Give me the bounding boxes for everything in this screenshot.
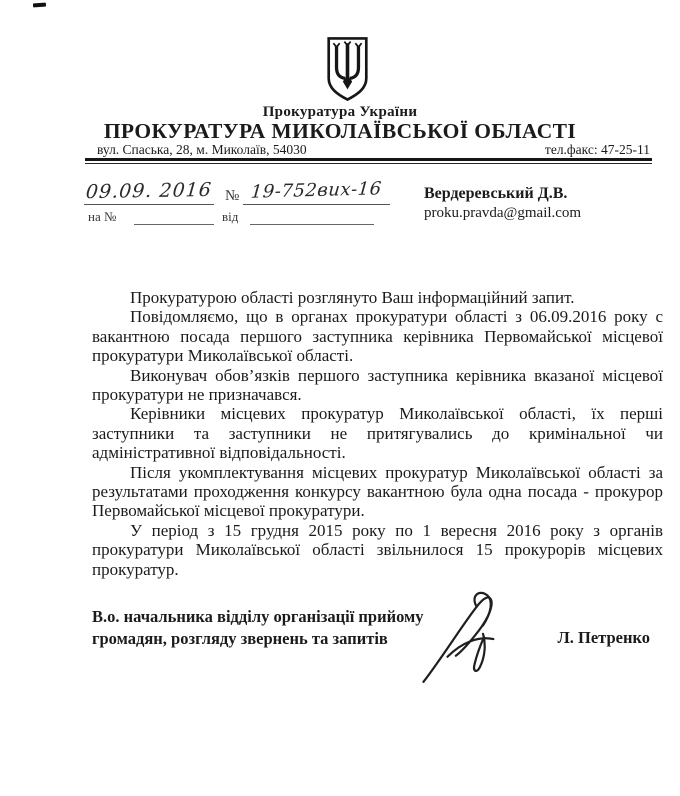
handwritten-date: 09.09. 2016 <box>85 178 213 204</box>
from-date-label: від <box>222 209 239 224</box>
paragraph: Виконувач обов’язків першого заступника керівника вказаної місцевої прокуратури не призначався. <box>92 365 663 405</box>
signer-position-line: громадян, розгляду звернень та запитів <box>92 628 388 648</box>
from-date-blank-line <box>250 207 374 225</box>
paragraph: Прокуратурою області розглянуто Ваш інформаційний запит. <box>130 288 575 307</box>
signer-position <box>92 606 452 649</box>
letter-body <box>92 288 663 579</box>
signer-name: Л. Петренко <box>557 628 650 647</box>
scan-artifact-mark <box>33 3 46 8</box>
outgoing-date-field <box>84 180 214 205</box>
reply-to-label: на № <box>88 209 117 224</box>
paragraph: Повідомляємо, що в органах прокуратури області з 06.09.2016 року с вакантною посада першого заступника керівника Первомайської місцевої прокуратури Миколаївської області. <box>92 307 663 366</box>
org-title: ПРОКУРАТУРА МИКОЛАЇВСЬКОЇ ОБЛАСТІ <box>103 119 577 143</box>
paragraph: Після укомплектування місцевих прокуратур Миколаївської області за результатами проходження конкурсу вакантною була одна посада - прокурор Первомайської місцевої прокуратури. <box>92 462 663 521</box>
handwritten-number: 19-752вих-16 <box>250 178 383 203</box>
number-sign-label: № <box>225 188 240 204</box>
org-phone: тел.факс: 47-25-11 <box>544 142 650 157</box>
outgoing-number-field <box>243 180 390 205</box>
addressee-name: Вердеревський Д.В. <box>424 185 568 202</box>
paragraph: Керівники місцевих прокуратур Миколаївської області, їх перші заступники та заступники не притягувались до кримінальної чи адміністративної відповідальності. <box>92 404 663 463</box>
org-address: вул. Спаська, 28, м. Миколаїв, 54030 <box>97 142 307 157</box>
header-divider <box>85 158 652 164</box>
handwritten-signature <box>418 590 502 686</box>
addressee-email: proku.pravda@gmail.com <box>424 205 582 221</box>
paragraph: У період з 15 грудня 2015 року по 1 вересня 2016 року з органів прокуратури Миколаївської області звільнилося 15 прокурорів місцевих прокуратур. <box>92 520 663 579</box>
org-parent-name: Прокуратура України <box>262 104 418 120</box>
reply-to-blank-line <box>134 207 214 225</box>
signer-position-line: В.о. начальника відділу організації прийому <box>92 607 424 626</box>
ukraine-trident-shield-icon <box>324 36 371 102</box>
